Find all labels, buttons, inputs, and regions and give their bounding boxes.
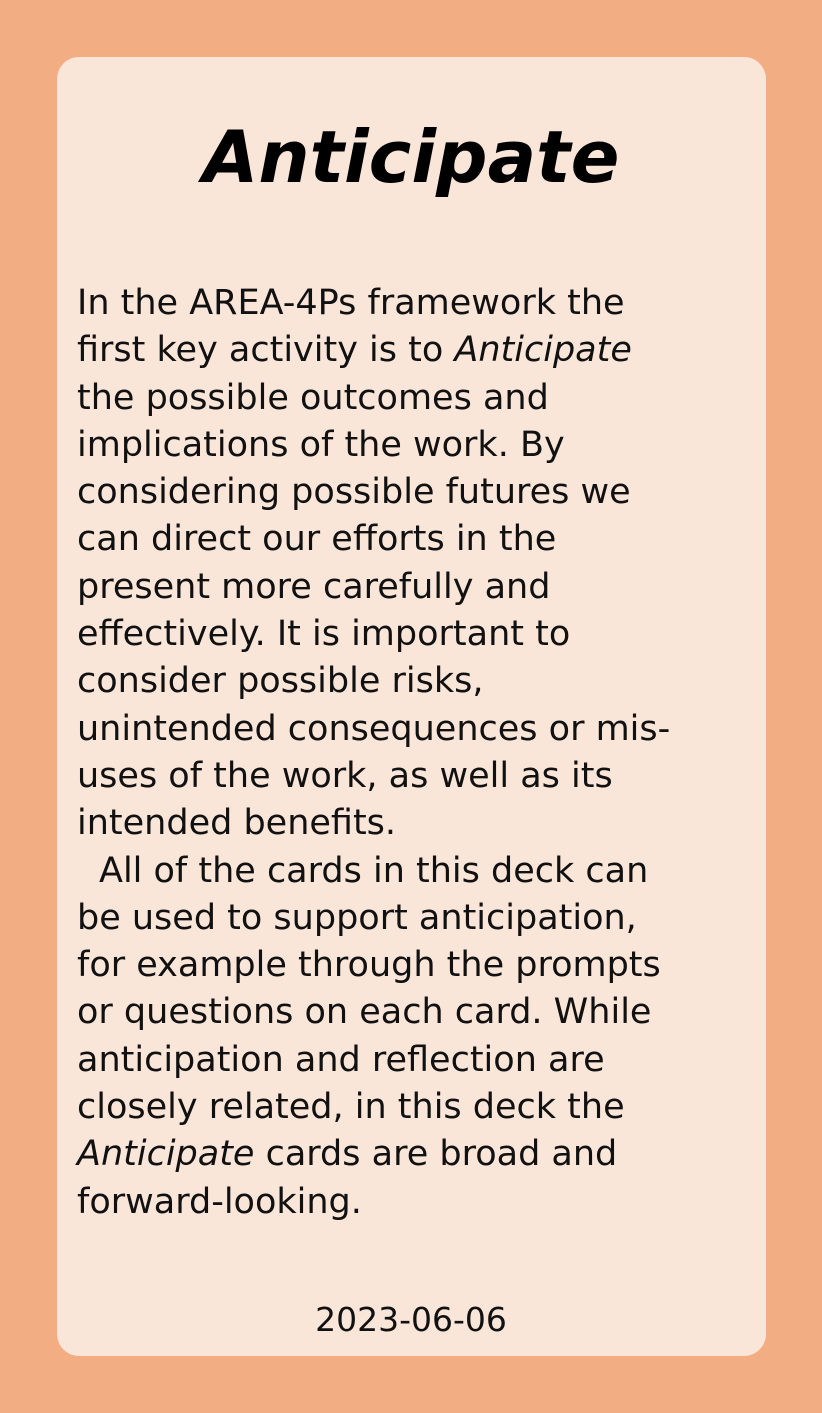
text-line: for example through the prompts xyxy=(77,945,661,986)
text-line: consider possible risks, xyxy=(77,661,484,702)
text-line: In the AREA-4Ps framework the xyxy=(77,283,625,323)
text-line: uses of the work, as well as its xyxy=(77,755,613,796)
text-line: implications of the work. By xyxy=(77,424,565,465)
text-line: anticipation and reflection are xyxy=(77,1039,605,1080)
text-line: first key activity is to xyxy=(77,330,455,371)
card-date: 2023-06-06 xyxy=(315,1300,507,1339)
text-line: forward-looking. xyxy=(77,1181,362,1222)
text-line: can direct our efforts in the xyxy=(77,519,557,560)
text-line: All of the cards in this deck can xyxy=(99,850,649,891)
text-line: cards are broad and xyxy=(254,1134,618,1175)
text-line: considering possible futures we xyxy=(77,472,631,513)
card-title: Anticipate xyxy=(202,115,620,199)
text-line: closely related, in this deck the xyxy=(77,1087,625,1128)
emphasis-anticipate: Anticipate xyxy=(77,1134,255,1175)
text-line: or questions on each card. While xyxy=(77,992,652,1033)
paragraph-deck xyxy=(77,848,727,1226)
text-line: present more carefully and xyxy=(77,566,551,607)
text-line: be used to support anticipation, xyxy=(77,897,637,938)
emphasis-anticipate: Anticipate xyxy=(454,330,632,371)
text-line: intended benefits. xyxy=(77,803,397,844)
text-line: the possible outcomes and xyxy=(77,377,549,418)
text-line: unintended consequences or mis- xyxy=(77,708,671,749)
card-body xyxy=(77,280,727,1226)
paragraph-intro xyxy=(77,280,727,848)
text-line: effectively. It is important to xyxy=(77,614,571,655)
